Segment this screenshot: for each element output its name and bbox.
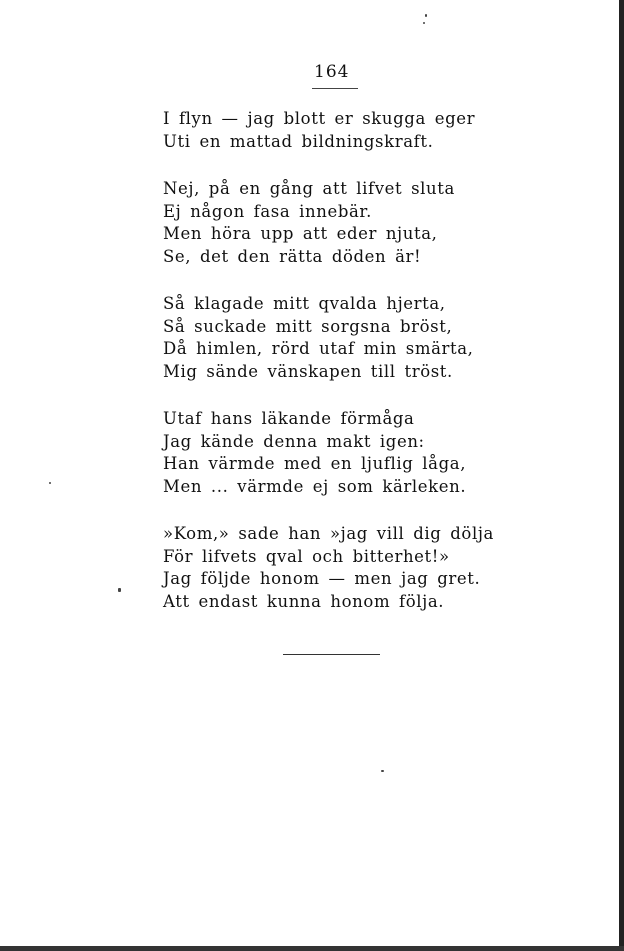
stanza-3 [163,293,583,383]
poem-line: Utaf hans läkande förmåga [163,409,415,428]
scan-speck [423,22,425,24]
scan-edge-bottom [0,946,624,951]
page-number: 164 [314,62,350,82]
stanza-4 [163,408,583,498]
poem-line: Att endast kunna honom följa. [163,591,445,611]
stanza-5 [163,523,583,613]
end-rule [283,654,380,655]
poem-line: Så klagade mitt qvalda hjerta, [163,294,446,313]
scan-speck [118,588,121,592]
poem-line: I flyn — jag blott er skugga eger [163,109,476,128]
poem-line: Men ... värmde ej som kärleken. [163,476,467,496]
page-number-rule [312,88,358,89]
scan-edge-right [619,0,624,951]
poem-line: Jag följde honom — men jag gret. [163,569,481,588]
poem-text [163,108,583,638]
scan-speck [425,14,427,17]
scan-speck [49,482,51,484]
poem-line: Men höra upp att eder njuta, [163,224,438,243]
scan-speck [381,770,384,772]
poem-line: Så suckade mitt sorgsna bröst, [163,316,453,336]
stanza-2 [163,178,583,268]
poem-line: Uti en mattad bildningskraft. [163,131,434,151]
poem-line: »Kom,» sade han »jag vill dig dölja [163,524,494,543]
poem-line: För lifvets qval och bitterhet!» [163,546,450,566]
poem-line: Mig sände vänskapen till tröst. [163,361,453,381]
stanza-1 [163,108,583,153]
poem-line: Han värmde med en ljuflig låga, [163,454,467,473]
poem-line: Se, det den rätta döden är! [163,246,422,266]
poem-line: Jag kände denna makt igen: [163,431,425,451]
poem-line: Nej, på en gång att lifvet sluta [163,179,455,198]
poem-line: Ej någon fasa innebär. [163,201,372,221]
poem-line: Då himlen, rörd utaf min smärta, [163,339,474,358]
